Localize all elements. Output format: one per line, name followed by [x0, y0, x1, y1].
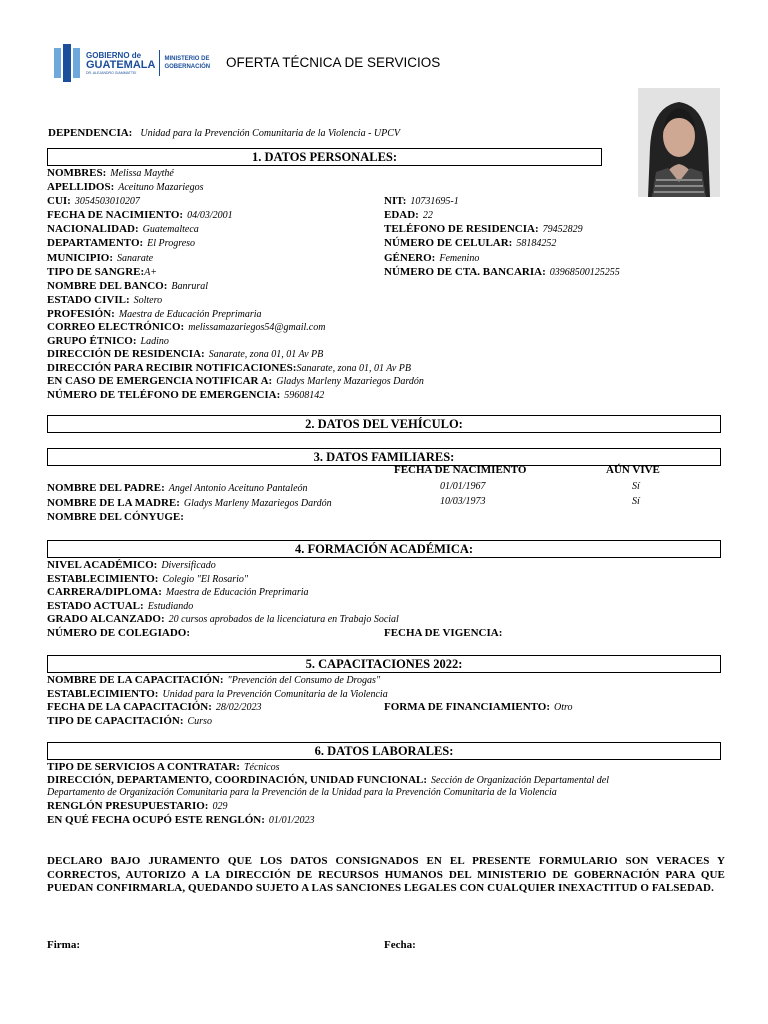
page-title: OFERTA TÉCNICA DE SERVICIOS: [226, 55, 441, 70]
field-celular: NÚMERO DE CELULAR: 58184252: [384, 237, 557, 249]
field-financiamiento: FORMA DE FINANCIAMIENTO: Otro: [384, 701, 573, 713]
field-cui: CUI: 3054503010207: [47, 195, 140, 207]
field-conyuge: NOMBRE DEL CÓNYUGE:: [47, 511, 184, 523]
field-tipo-sangre: TIPO DE SANGRE:A+: [47, 266, 158, 278]
madre-fecha: 10/03/1973: [440, 496, 486, 507]
dependencia-value: Unidad para la Prevención Comunitaria de la Violencia - UPCV: [140, 128, 401, 139]
field-nombres: NOMBRES: Melissa Maythé: [47, 167, 174, 179]
padre-fecha: 01/01/1967: [440, 481, 486, 492]
col-fecha-nacimiento: FECHA DE NACIMIENTO: [394, 464, 527, 476]
padre-vive: Sí: [632, 481, 640, 492]
section-capacitaciones: 5. CAPACITACIONES 2022:: [47, 655, 721, 673]
field-emergencia: EN CASO DE EMERGENCIA NOTIFICAR A: Gladys Marleny Mazariegos Dardón: [47, 375, 424, 387]
section-datos-vehiculo: 2. DATOS DEL VEHÍCULO:: [47, 415, 721, 433]
field-banco: NOMBRE DEL BANCO: Banrural: [47, 280, 209, 292]
profile-photo: [638, 88, 720, 197]
fecha-label: Fecha:: [384, 939, 416, 951]
logo-divider: [159, 50, 160, 76]
field-apellidos: APELLIDOS: Aceituno Mazariegos: [47, 181, 204, 193]
field-capacitacion-fecha: FECHA DE LA CAPACITACIÓN: 28/02/2023: [47, 701, 262, 713]
guatemala-flag-icon: [54, 44, 80, 82]
field-departamento: DEPARTAMENTO: El Progreso: [47, 237, 196, 249]
field-direccion-notificaciones: DIRECCIÓN PARA RECIBIR NOTIFICACIONES:Sanarate, zona 01, 01 Av PB: [47, 362, 411, 374]
field-fecha-renglon: EN QUÉ FECHA OCUPÓ ESTE RENGLÓN: 01/01/2023: [47, 814, 315, 826]
field-estado-civil: ESTADO CIVIL: Soltero: [47, 294, 163, 306]
section-datos-familiares: 3. DATOS FAMILIARES:: [47, 448, 721, 466]
field-padre: NOMBRE DEL PADRE: Angel Antonio Aceituno Pantaleón: [47, 482, 308, 494]
logo-line1: GOBIERNO de: [86, 50, 142, 60]
declaracion-jurada: DECLARO BAJO JURAMENTO QUE LOS DATOS CONSIGNADOS EN EL PRESENTE FORMULARIO SON VERACES Y CORRECTOS, AUTORIZO A LA DIRECCIÓN DE RECURSOS HUMANOS DEL MINISTERIO DE GOBERNACIÓN PARA QUE PUEDAN CONFIRMARLA, QUEDANDO SUJETO A LAS SANCIONES LEGALES CON CUALQUIER INEXACTITUD O FALSEDAD.: [47, 855, 725, 894]
section-datos-personales: 1. DATOS PERSONALES:: [47, 148, 602, 166]
field-cuenta-bancaria: NÚMERO DE CTA. BANCARIA: 03968500125255: [384, 266, 620, 278]
field-colegiado: NÚMERO DE COLEGIADO:: [47, 627, 191, 639]
field-madre: NOMBRE DE LA MADRE: Gladys Marleny Mazariegos Dardón: [47, 497, 332, 509]
field-direccion-unidad: DIRECCIÓN, DEPARTAMENTO, COORDINACIÓN, UNIDAD FUNCIONAL: Sección de Organización Departamental del: [47, 774, 609, 786]
section-datos-laborales: 6. DATOS LABORALES:: [47, 742, 721, 760]
field-vigencia: FECHA DE VIGENCIA:: [384, 627, 503, 639]
field-profesion: PROFESIÓN: Maestra de Educación Preprimaria: [47, 308, 262, 320]
field-nivel-academico: NIVEL ACADÉMICO: Diversificado: [47, 559, 216, 571]
field-direccion-unidad-cont: Departamento de Organización Comunitaria para la Prevención de la Unidad para la Prevención Comunitaria de la Violencia: [47, 787, 557, 798]
field-renglon: RENGLÓN PRESUPUESTARIO: 029: [47, 800, 228, 812]
firma-label: Firma:: [47, 939, 80, 951]
field-tipo-servicios: TIPO DE SERVICIOS A CONTRATAR: Técnicos: [47, 761, 280, 773]
section-formacion-academica: 4. FORMACIÓN ACADÉMICA:: [47, 540, 721, 558]
field-grado-alcanzado: GRADO ALCANZADO: 20 cursos aprobados de la licenciatura en Trabajo Social: [47, 613, 399, 625]
field-grupo-etnico: GRUPO ÉTNICO: Ladino: [47, 335, 169, 347]
dependencia-row: DEPENDENCIA: Unidad para la Prevención Comunitaria de la Violencia - UPCV: [48, 127, 401, 139]
madre-vive: Sí: [632, 496, 640, 507]
field-estado-actual: ESTADO ACTUAL: Estudiando: [47, 600, 194, 612]
field-municipio: MUNICIPIO: Sanarate: [47, 252, 154, 264]
field-capacitacion-nombre: NOMBRE DE LA CAPACITACIÓN: "Prevención del Consumo de Drogas": [47, 674, 381, 686]
logo-line2: GUATEMALA: [86, 58, 156, 71]
field-carrera: CARRERA/DIPLOMA: Maestra de Educación Preprimaria: [47, 586, 309, 598]
field-edad: EDAD: 22: [384, 209, 433, 221]
field-tipo-capacitacion: TIPO DE CAPACITACIÓN: Curso: [47, 715, 212, 727]
field-telefono-emergencia: NÚMERO DE TELÉFONO DE EMERGENCIA: 59608142: [47, 389, 325, 401]
logo-line3: DR. ALEJANDRO GIAMMATTEI: [86, 70, 137, 75]
logo-ministry1: MINISTERIO DE: [164, 56, 210, 62]
gobierno-logo: [54, 44, 210, 82]
field-correo: CORREO ELECTRÓNICO: melissamazariegos54@gmail.com: [47, 321, 326, 333]
col-aun-vive: AÚN VIVE: [606, 464, 660, 476]
field-direccion-residencia: DIRECCIÓN DE RESIDENCIA: Sanarate, zona 01, 01 Av PB: [47, 348, 324, 360]
field-nit: NIT: 10731695-1: [384, 195, 459, 207]
field-telefono: TELÉFONO DE RESIDENCIA: 79452829: [384, 223, 583, 235]
field-fecha-nacimiento: FECHA DE NACIMIENTO: 04/03/2001: [47, 209, 233, 221]
field-genero: GÉNERO: Femenino: [384, 252, 480, 264]
logo-ministry2: GOBERNACIÓN: [164, 64, 211, 70]
field-establecimiento: ESTABLECIMIENTO: Colegio "El Rosario": [47, 573, 249, 585]
field-nacionalidad: NACIONALIDAD: Guatemalteca: [47, 223, 199, 235]
field-capacitacion-establecimiento: ESTABLECIMIENTO: Unidad para la Prevención Comunitaria de la Violencia: [47, 688, 388, 700]
